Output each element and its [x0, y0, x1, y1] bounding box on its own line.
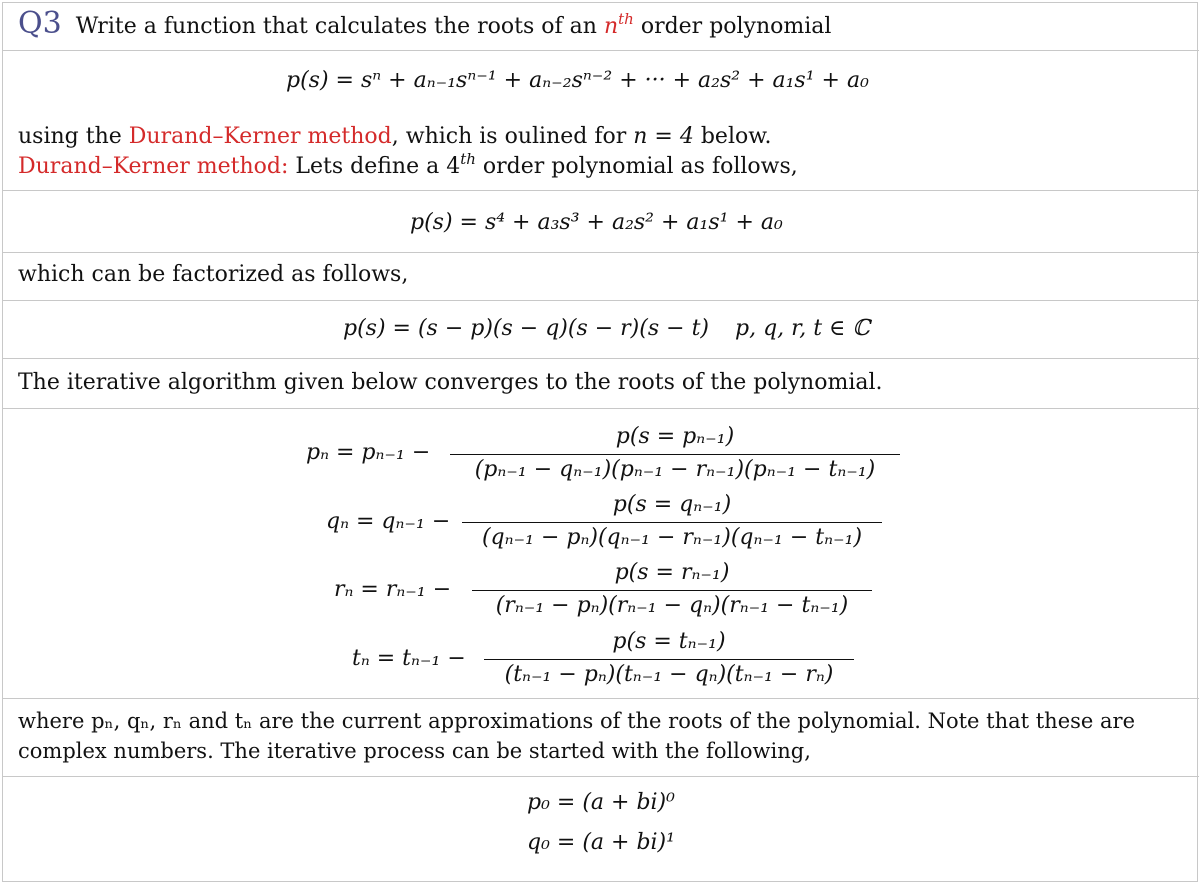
- header-divider: [3, 50, 1199, 51]
- paragraph-method-definition: [18, 152, 798, 182]
- fraction-bar: [450, 454, 900, 455]
- equation-quartic: p(s) = s⁴ + a₃s³ + a₂s² + a₁s¹ + a₀: [410, 210, 783, 235]
- para1-text-a: using the: [18, 124, 129, 149]
- iteration-p-lhs: pₙ = pₙ₋₁ −: [306, 440, 431, 465]
- title-suffix: order polynomial: [633, 14, 832, 39]
- title-prefix: Write a function that calculates the roots of an: [75, 14, 604, 39]
- iteration-p-denominator: (pₙ₋₁ − qₙ₋₁)(pₙ₋₁ − rₙ₋₁)(pₙ₋₁ − tₙ₋₁): [474, 457, 876, 482]
- question-header: [18, 6, 831, 48]
- equation-general-polynomial: p(s) = sⁿ + aₙ₋₁sⁿ⁻¹ + aₙ₋₂sⁿ⁻² + ··· + a₂s² + a₁s¹ + a₀: [286, 68, 869, 93]
- divider-4: [3, 358, 1199, 359]
- iteration-r-fraction: [472, 560, 872, 621]
- divider-6: [3, 698, 1199, 699]
- para2-sup: th: [460, 150, 476, 168]
- divider-5: [3, 408, 1199, 409]
- question-number: Q3: [18, 6, 62, 41]
- question-title: [75, 10, 832, 39]
- paragraph-method-intro: [18, 122, 771, 152]
- paragraph-approximations-line2: complex numbers. The iterative process can be started with the following,: [18, 739, 811, 763]
- iteration-r-lhs: rₙ = rₙ₋₁ −: [334, 577, 452, 602]
- method-label: Durand–Kerner method:: [18, 154, 289, 179]
- equation-factored: [343, 316, 870, 341]
- iteration-t-denominator: (tₙ₋₁ − pₙ)(tₙ₋₁ − qₙ)(tₙ₋₁ − rₙ): [504, 662, 834, 687]
- iteration-q-fraction: [462, 492, 882, 553]
- iteration-p-numerator: p(s = pₙ₋₁): [615, 424, 735, 449]
- paragraph-approximations-line1: where pₙ, qₙ, rₙ and tₙ are the current approximations of the roots of the polynomial. Note that these are: [18, 709, 1135, 733]
- iteration-q-lhs: qₙ = qₙ₋₁ −: [326, 509, 451, 534]
- iteration-t-numerator: p(s = tₙ₋₁): [612, 629, 726, 654]
- divider-1: [3, 190, 1199, 191]
- para1-text-b: , which is oulined for: [391, 124, 634, 149]
- iteration-r-denominator: (rₙ₋₁ − pₙ)(rₙ₋₁ − qₙ)(rₙ₋₁ − tₙ₋₁): [495, 593, 849, 618]
- para1-n-equals: n = 4: [633, 124, 694, 149]
- para1-text-c: below.: [693, 124, 772, 149]
- initial-value-q0: q₀ = (a + bi)¹: [527, 830, 675, 855]
- iteration-p-fraction: [450, 424, 900, 485]
- fraction-bar: [472, 590, 872, 591]
- title-nth: n: [603, 14, 619, 39]
- para2-text-b: order polynomial as follows,: [475, 154, 798, 179]
- iteration-t-fraction: [484, 629, 854, 690]
- fraction-bar: [484, 659, 854, 660]
- initial-value-p0: p₀ = (a + bi)⁰: [527, 790, 675, 815]
- iteration-r-numerator: p(s = rₙ₋₁): [614, 560, 730, 585]
- paragraph-iterative: The iterative algorithm given below converges to the roots of the polynomial.: [18, 370, 883, 395]
- iteration-q-numerator: p(s = qₙ₋₁): [612, 492, 732, 517]
- title-nth-sup: th: [618, 10, 634, 28]
- paragraph-factorized: which can be factorized as follows,: [18, 262, 409, 287]
- iteration-q-denominator: (qₙ₋₁ − pₙ)(qₙ₋₁ − rₙ₋₁)(qₙ₋₁ − tₙ₋₁): [481, 525, 863, 550]
- method-name-link: Durand–Kerner method: [128, 124, 392, 149]
- divider-3: [3, 300, 1199, 301]
- factored-form: p(s) = (s − p)(s − q)(s − r)(s − t): [343, 316, 709, 341]
- para2-text-a: Lets define a 4: [288, 154, 461, 179]
- fraction-bar: [462, 522, 882, 523]
- divider-2: [3, 252, 1199, 253]
- factored-domain: p, q, r, t ∈ ℂ: [735, 316, 870, 341]
- divider-7: [3, 776, 1199, 777]
- iteration-t-lhs: tₙ = tₙ₋₁ −: [352, 646, 466, 671]
